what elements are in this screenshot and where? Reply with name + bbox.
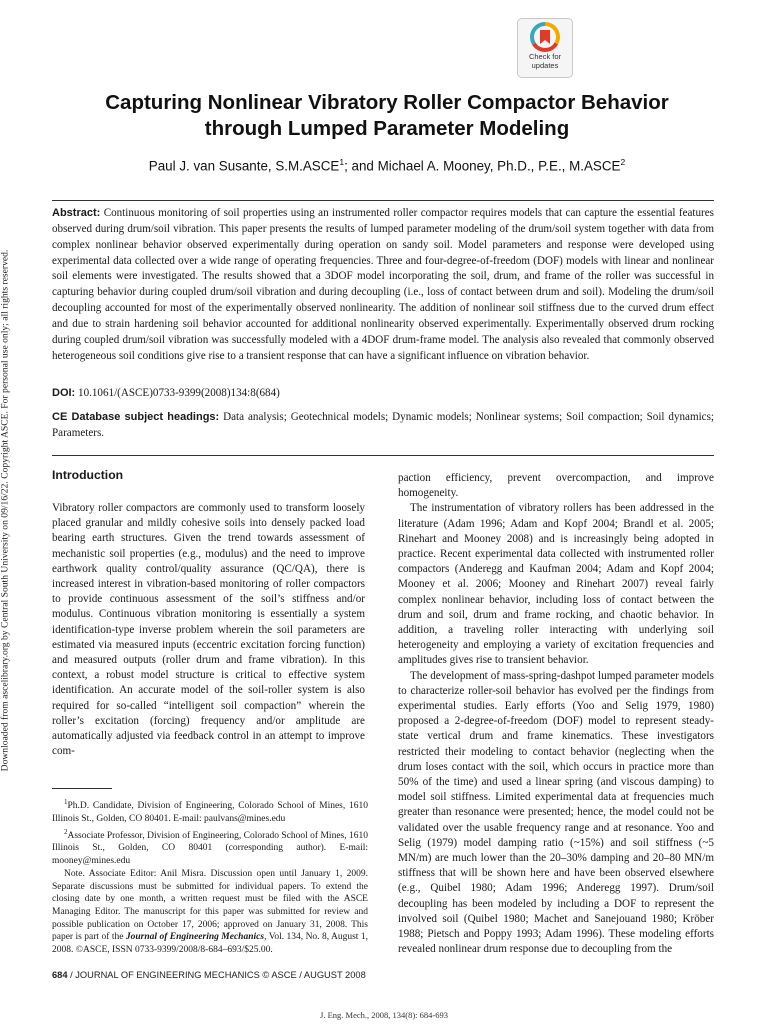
introduction-heading: Introduction (52, 468, 124, 482)
footnote-1 (52, 796, 368, 826)
footnote-1-mark: 1 (64, 798, 68, 806)
footnote-rule (52, 788, 112, 789)
intro-paragraph-3: The development of mass-spring-dashpot lumped parameter models to characterize roller-soil behavior has evolved per the findings from experimental studies. Early efforts (Yoo and Selig 1979, 1980) proposed a 2-degree-of-freedom (DOF) model to represent steady-state vertical drum and frame kinematics. These investigators restricted their modeling to contact behavior (neglecting when the drum loses contact with the soil, which occurs in practice more than 50% of the time) and used a linear spring (and viscous damping) to model soil stiffness. Limited experimental data at frequencies much greater than resonance were presented; hence, the model could not be validated over the usable frequency range and at resonance. Yoo and Selig (1979) model damping ratio (~15%) and soil stiffness (~5 MN/m) are much lower than the 20–30% damping and 20–80 MN/m stiffness that will be shown here and have been observed elsewhere (e.g., Quibel 1980; Adam 1996; Anderegg 1997). Drum/soil decoupling has been modeled by including a DOF to represent the involved soil (Quibel 1980; Machet and Sanejouand 1980; Kröber 1988; Pietsch and Poppy 1993; Adam 1996). These modeling efforts revealed nonlinear drum response due to decoupling from the (398, 669, 714, 956)
footnote-1-text: Ph.D. Candidate, Division of Engineering, Colorado School of Mines, 1610 Illinois St., Golden, CO 80401. E-mail: paulvans@mines.edu (52, 801, 368, 824)
title-line-1: Capturing Nonlinear Vibratory Roller Compactor Behavior (105, 91, 669, 114)
subject-headings (52, 410, 714, 441)
crossmark-icon (530, 22, 560, 52)
download-notice: Downloaded from ascelibrary.org by Central South University on 09/16/22. Copyright ASCE. For personal use only; all rights reserved. (0, 249, 11, 772)
check-for-label: Check for (528, 52, 562, 61)
right-column-text (398, 471, 714, 958)
author-2: Michael A. Mooney, Ph.D., P.E., M.ASCE (377, 158, 621, 174)
author-separator: ; and (344, 158, 378, 174)
editorial-note-part-1: Note. Associate Editor: Anil Misra. Discussion open until January 1, 2009. Separate discussions must be submitted for individual papers. To extend the closing date by one month, a written request must be filed with the ASCE Managing Editor. The manuscript for this paper was submitted for review and possible publication on October 17, 2006; approved on January 31, 2008. This paper is part of the (52, 868, 368, 943)
check-for-updates-badge[interactable] (517, 18, 573, 78)
intro-paragraph-1: Vibratory roller compactors are commonly used to transform loosely placed granular and mildly cohesive soils into densely packed load bearing earth structures. Given the trend towards assessment of mechanistic soil properties (e.g., modulus) and the need to improve earthwork quality control/quality assurance (QC/QA), there is increased interest in vibration-based monitoring of roller compactors to provide continuous assessment of the soil’s stiffness and/or modulus. Continuous vibration monitoring is essentially a system identification-type inverse problem wherein the soil parameters are estimated via measured inputs (eccentric excitation forcing function) and measured outputs (roller drum and frame vibration). In this context, a robust model structure is critical to effective system identification. An accurate model of the soil-roller system is also required for so-called “intelligent soil compaction” wherein the roller’s excitation (forcing) frequency and/or amplitude are automatically adjusted via feedback control in an attempt to improve com- (52, 502, 365, 758)
author-list (40, 157, 734, 173)
abstract (52, 206, 714, 364)
footnote-2-mark: 2 (64, 827, 68, 836)
abstract-text: Continuous monitoring of soil properties using an instrumented roller compactor requires models that can capture the essential features observed during drum/soil vibration. This paper presents the results of lumped parameter modeling of the drum/soil system together with data from complex nonlinear behavior observed experimentally during operation on sandy soil. Model parameters and response were developed using experimental data collected over a wide range of operating frequencies. Three and four-degree-of-freedom (DOF) models with linear and nonlinear soil elements were investigated. The results showed that a 3DOF model incorporating the soil, drum, and frame of the roller was successful in capturing behavior during coupled drum/soil vibration and during decoupling (i.e., loss of contact between drum and soil). Modeling the drum/soil decoupling accounted for most of the experimentally observed nonlinearity. The addition of nonlinear soil stiffness due to the curved drum effect and due to strain hardening soil behavior accounted for additional nonlinearity observed experimentally. Experimentally observed drum rocking during coupled drum/soil vibration was successfully modeled with a 4DOF drum-frame model. The analysis also revealed that commonly observed heterogeneous soil conditions give rise to a transient response that can have a significant influence on vibration behavior. (52, 207, 714, 362)
abstract-label: Abstract: (52, 207, 101, 219)
journal-footer-text: / JOURNAL OF ENGINEERING MECHANICS © ASCE / AUGUST 2008 (67, 970, 366, 980)
subject-headings-value: Data analysis; Geotechnical models; Dynamic models; Nonlinear systems; Soil compaction; Soil dynamics; Parameters. (52, 411, 715, 439)
intro-paragraph-1-continued: paction efficiency, prevent overcompaction, and improve homogeneity. (398, 472, 714, 500)
abstract-bottom-rule (52, 455, 714, 456)
abstract-top-rule (52, 200, 714, 201)
updates-label: updates (531, 60, 559, 70)
author-1: Paul J. van Susante, S.M.ASCE (148, 158, 340, 174)
page-number: 684 (52, 970, 68, 980)
footnotes (52, 796, 368, 957)
editorial-note (52, 868, 368, 957)
doi-link[interactable]: 10.1061/(ASCE)0733-9399(2008)134:8(684) (78, 387, 280, 399)
journal-name: Journal of Engineering Mechanics (125, 932, 265, 943)
intro-paragraph-2: The instrumentation of vibratory rollers has been addressed in the literature (Adam 1996; Adam and Kopf 2004; Brandl et al. 2005; Rinehart and Mooney 2008) and is increasingly being adopted in practice. Recent experimental data collected with instrumented roller compactors (Anderegg and Kaufman 2004; Adam and Kopf 2004; Mooney et al. 2006; Mooney and Rinehart 2007) reveal fairly complex nonlinear behavior, including loss of contact between the drum and soil, drum and frame rocking, and chaotic behavior. In addition, a traveling roller interacting with underlying soil heterogeneity and employing a variety of excitation frequencies and amplitudes gives rise to transient behavior. (398, 502, 714, 667)
left-column-text (52, 501, 365, 759)
subject-headings-label: CE Database subject headings: (52, 411, 220, 423)
title-line-2: through Lumped Parameter Modeling (204, 117, 570, 140)
journal-footer (52, 970, 366, 980)
author-1-affiliation-mark: 1 (339, 157, 345, 167)
editorial-note-part-2: , Vol. 134, No. 8, August 1, 2008. ©ASCE, ISSN 0733-9399/2008/8-684–693/$25.00. (52, 932, 369, 956)
paper-title (40, 90, 734, 142)
doi-label: DOI: (52, 387, 76, 399)
citation-line: J. Eng. Mech., 2008, 134(8): 684-693 (320, 1010, 448, 1020)
footnote-2 (52, 826, 368, 868)
footnote-2-text: Associate Professor, Division of Engineering, Colorado School of Mines, 1610 Illinois St., Golden, CO 80401 (corresponding author). E-mail: mooney@mines.edu (52, 830, 368, 867)
doi-line (52, 386, 714, 402)
author-2-affiliation-mark: 2 (620, 157, 626, 167)
